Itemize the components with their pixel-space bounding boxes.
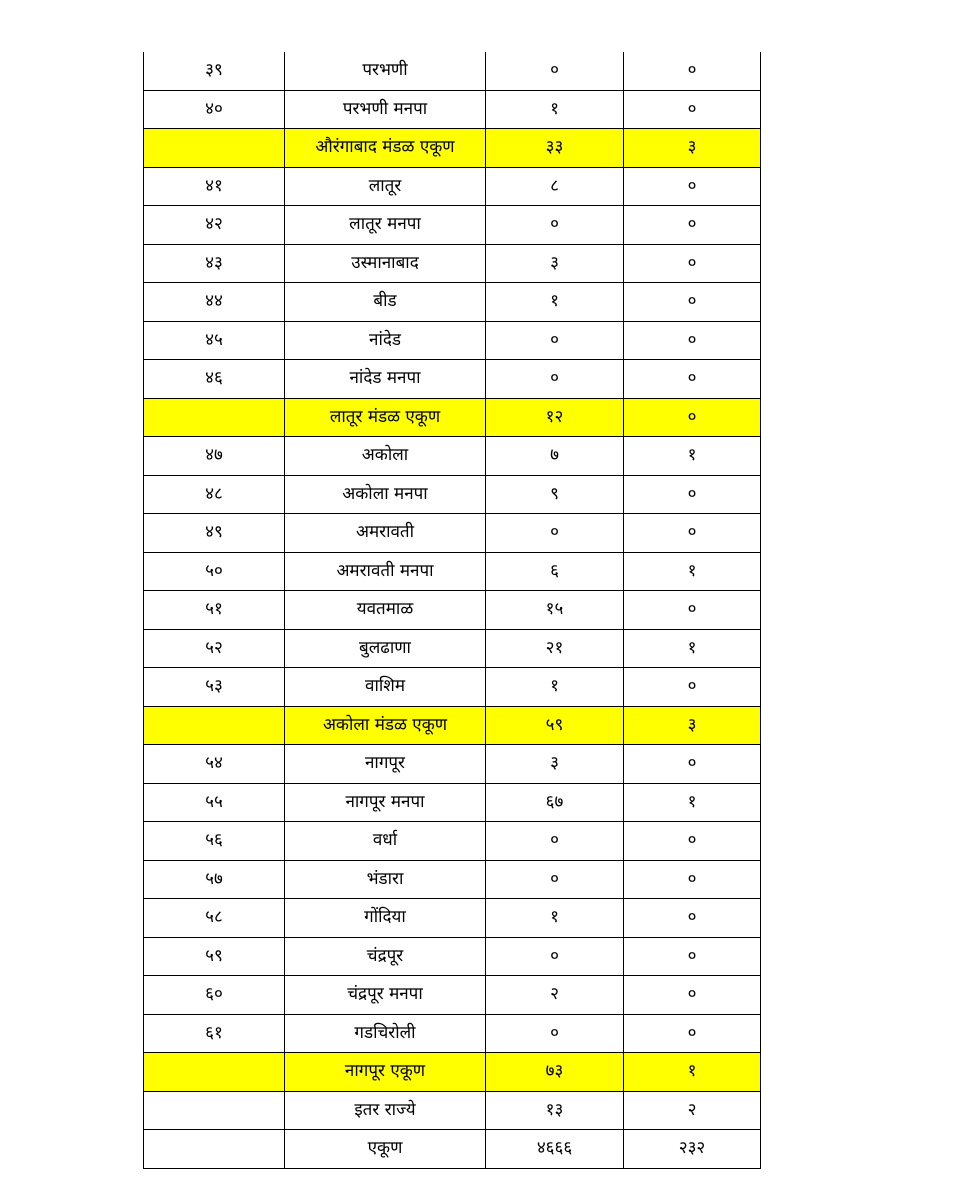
table-row bbox=[144, 1130, 761, 1169]
serial-number-cell: ४३ bbox=[144, 244, 285, 283]
serial-number-cell bbox=[144, 129, 285, 168]
district-name-cell: अकोला मंडळ एकूण bbox=[285, 706, 486, 745]
deaths-count-cell: ० bbox=[624, 283, 761, 322]
table-row bbox=[144, 475, 761, 514]
district-name-cell: परभणी मनपा bbox=[285, 90, 486, 129]
table-row bbox=[144, 437, 761, 476]
serial-number-cell bbox=[144, 1053, 285, 1092]
cases-count-cell: ० bbox=[486, 514, 624, 553]
deaths-count-cell: ० bbox=[624, 822, 761, 861]
deaths-count-cell: १ bbox=[624, 629, 761, 668]
district-name-cell: लातूर मंडळ एकूण bbox=[285, 398, 486, 437]
table-row bbox=[144, 783, 761, 822]
deaths-count-cell: ३ bbox=[624, 129, 761, 168]
district-name-cell: बुलढाणा bbox=[285, 629, 486, 668]
deaths-count-cell: ० bbox=[624, 167, 761, 206]
district-name-cell: नागपूर मनपा bbox=[285, 783, 486, 822]
serial-number-cell bbox=[144, 1130, 285, 1169]
cases-count-cell: १ bbox=[486, 90, 624, 129]
district-name-cell: लातूर मनपा bbox=[285, 206, 486, 245]
district-name-cell: उस्मानाबाद bbox=[285, 244, 486, 283]
cases-count-cell: ३ bbox=[486, 745, 624, 784]
district-name-cell: चंद्रपूर मनपा bbox=[285, 976, 486, 1015]
district-name-cell: बीड bbox=[285, 283, 486, 322]
deaths-count-cell: ० bbox=[624, 90, 761, 129]
deaths-count-cell: २३२ bbox=[624, 1130, 761, 1169]
cases-count-cell: ० bbox=[486, 822, 624, 861]
table-row bbox=[144, 283, 761, 322]
serial-number-cell bbox=[144, 1091, 285, 1130]
table-row bbox=[144, 668, 761, 707]
serial-number-cell: ४२ bbox=[144, 206, 285, 245]
district-name-cell: नागपूर एकूण bbox=[285, 1053, 486, 1092]
district-name-cell: नांदेड मनपा bbox=[285, 360, 486, 399]
subtotal-row bbox=[144, 706, 761, 745]
table-row bbox=[144, 321, 761, 360]
table-row bbox=[144, 552, 761, 591]
serial-number-cell: ५५ bbox=[144, 783, 285, 822]
table-row bbox=[144, 976, 761, 1015]
table-row bbox=[144, 206, 761, 245]
deaths-count-cell: ० bbox=[624, 244, 761, 283]
serial-number-cell bbox=[144, 706, 285, 745]
deaths-count-cell: ० bbox=[624, 475, 761, 514]
cases-count-cell: १ bbox=[486, 668, 624, 707]
cases-count-cell: ८ bbox=[486, 167, 624, 206]
deaths-count-cell: ० bbox=[624, 52, 761, 90]
district-name-cell: परभणी bbox=[285, 52, 486, 90]
deaths-count-cell: ० bbox=[624, 360, 761, 399]
district-name-cell: औरंगाबाद मंडळ एकूण bbox=[285, 129, 486, 168]
cases-count-cell: १५ bbox=[486, 591, 624, 630]
deaths-count-cell: ३ bbox=[624, 706, 761, 745]
district-name-cell: वाशिम bbox=[285, 668, 486, 707]
table-row bbox=[144, 860, 761, 899]
deaths-count-cell: १ bbox=[624, 437, 761, 476]
deaths-count-cell: ० bbox=[624, 976, 761, 1015]
deaths-count-cell: ० bbox=[624, 860, 761, 899]
district-name-cell: नागपूर bbox=[285, 745, 486, 784]
serial-number-cell: ४८ bbox=[144, 475, 285, 514]
deaths-count-cell: ० bbox=[624, 206, 761, 245]
table-row bbox=[144, 937, 761, 976]
table-row bbox=[144, 899, 761, 938]
subtotal-row bbox=[144, 1053, 761, 1092]
cases-count-cell: १ bbox=[486, 899, 624, 938]
deaths-count-cell: ० bbox=[624, 591, 761, 630]
cases-count-cell: १३ bbox=[486, 1091, 624, 1130]
table-row bbox=[144, 244, 761, 283]
cases-count-cell: २१ bbox=[486, 629, 624, 668]
table-row bbox=[144, 1014, 761, 1053]
serial-number-cell: ४१ bbox=[144, 167, 285, 206]
district-name-cell: अमरावती bbox=[285, 514, 486, 553]
serial-number-cell: ५३ bbox=[144, 668, 285, 707]
cases-count-cell: ९ bbox=[486, 475, 624, 514]
district-name-cell: गडचिरोली bbox=[285, 1014, 486, 1053]
serial-number-cell: ३९ bbox=[144, 52, 285, 90]
serial-number-cell: ५९ bbox=[144, 937, 285, 976]
deaths-count-cell: १ bbox=[624, 552, 761, 591]
serial-number-cell: ४९ bbox=[144, 514, 285, 553]
subtotal-row bbox=[144, 129, 761, 168]
cases-count-cell: ० bbox=[486, 52, 624, 90]
cases-count-cell: २ bbox=[486, 976, 624, 1015]
table-row bbox=[144, 52, 761, 90]
table-row bbox=[144, 90, 761, 129]
serial-number-cell: ४५ bbox=[144, 321, 285, 360]
cases-count-cell: ६७ bbox=[486, 783, 624, 822]
serial-number-cell bbox=[144, 398, 285, 437]
deaths-count-cell: ० bbox=[624, 514, 761, 553]
table-row bbox=[144, 629, 761, 668]
district-name-cell: एकूण bbox=[285, 1130, 486, 1169]
district-name-cell: चंद्रपूर bbox=[285, 937, 486, 976]
table-body bbox=[144, 52, 761, 1168]
table-row bbox=[144, 591, 761, 630]
table-row bbox=[144, 514, 761, 553]
serial-number-cell: ४४ bbox=[144, 283, 285, 322]
cases-count-cell: १ bbox=[486, 283, 624, 322]
serial-number-cell: ६१ bbox=[144, 1014, 285, 1053]
district-name-cell: अमरावती मनपा bbox=[285, 552, 486, 591]
cases-count-cell: ० bbox=[486, 860, 624, 899]
deaths-count-cell: ० bbox=[624, 668, 761, 707]
district-name-cell: वर्धा bbox=[285, 822, 486, 861]
district-name-cell: यवतमाळ bbox=[285, 591, 486, 630]
district-name-cell: गोंदिया bbox=[285, 899, 486, 938]
cases-count-cell: ३ bbox=[486, 244, 624, 283]
deaths-count-cell: ० bbox=[624, 937, 761, 976]
deaths-count-cell: १ bbox=[624, 1053, 761, 1092]
serial-number-cell: ५८ bbox=[144, 899, 285, 938]
deaths-count-cell: २ bbox=[624, 1091, 761, 1130]
serial-number-cell: ५२ bbox=[144, 629, 285, 668]
serial-number-cell: ५४ bbox=[144, 745, 285, 784]
district-name-cell: इतर राज्ये bbox=[285, 1091, 486, 1130]
cases-count-cell: ७ bbox=[486, 437, 624, 476]
serial-number-cell: ४७ bbox=[144, 437, 285, 476]
subtotal-row bbox=[144, 398, 761, 437]
table-row bbox=[144, 360, 761, 399]
district-cases-table bbox=[143, 52, 761, 1169]
cases-count-cell: ७३ bbox=[486, 1053, 624, 1092]
table-row bbox=[144, 167, 761, 206]
serial-number-cell: ६० bbox=[144, 976, 285, 1015]
district-name-cell: अकोला bbox=[285, 437, 486, 476]
serial-number-cell: ५१ bbox=[144, 591, 285, 630]
table-row bbox=[144, 745, 761, 784]
deaths-count-cell: ० bbox=[624, 321, 761, 360]
table-row bbox=[144, 1091, 761, 1130]
cases-count-cell: ५९ bbox=[486, 706, 624, 745]
serial-number-cell: ५६ bbox=[144, 822, 285, 861]
cases-count-cell: ० bbox=[486, 937, 624, 976]
district-name-cell: नांदेड bbox=[285, 321, 486, 360]
deaths-count-cell: ० bbox=[624, 899, 761, 938]
serial-number-cell: ४० bbox=[144, 90, 285, 129]
cases-count-cell: ३३ bbox=[486, 129, 624, 168]
cases-count-cell: ० bbox=[486, 321, 624, 360]
deaths-count-cell: १ bbox=[624, 783, 761, 822]
serial-number-cell: ५७ bbox=[144, 860, 285, 899]
deaths-count-cell: ० bbox=[624, 745, 761, 784]
deaths-count-cell: ० bbox=[624, 398, 761, 437]
district-name-cell: लातूर bbox=[285, 167, 486, 206]
cases-count-cell: ४६६६ bbox=[486, 1130, 624, 1169]
cases-count-cell: १२ bbox=[486, 398, 624, 437]
cases-count-cell: ० bbox=[486, 1014, 624, 1053]
district-name-cell: अकोला मनपा bbox=[285, 475, 486, 514]
serial-number-cell: ४६ bbox=[144, 360, 285, 399]
deaths-count-cell: ० bbox=[624, 1014, 761, 1053]
table-row bbox=[144, 822, 761, 861]
district-name-cell: भंडारा bbox=[285, 860, 486, 899]
cases-count-cell: ० bbox=[486, 360, 624, 399]
cases-count-cell: ० bbox=[486, 206, 624, 245]
serial-number-cell: ५० bbox=[144, 552, 285, 591]
cases-count-cell: ६ bbox=[486, 552, 624, 591]
